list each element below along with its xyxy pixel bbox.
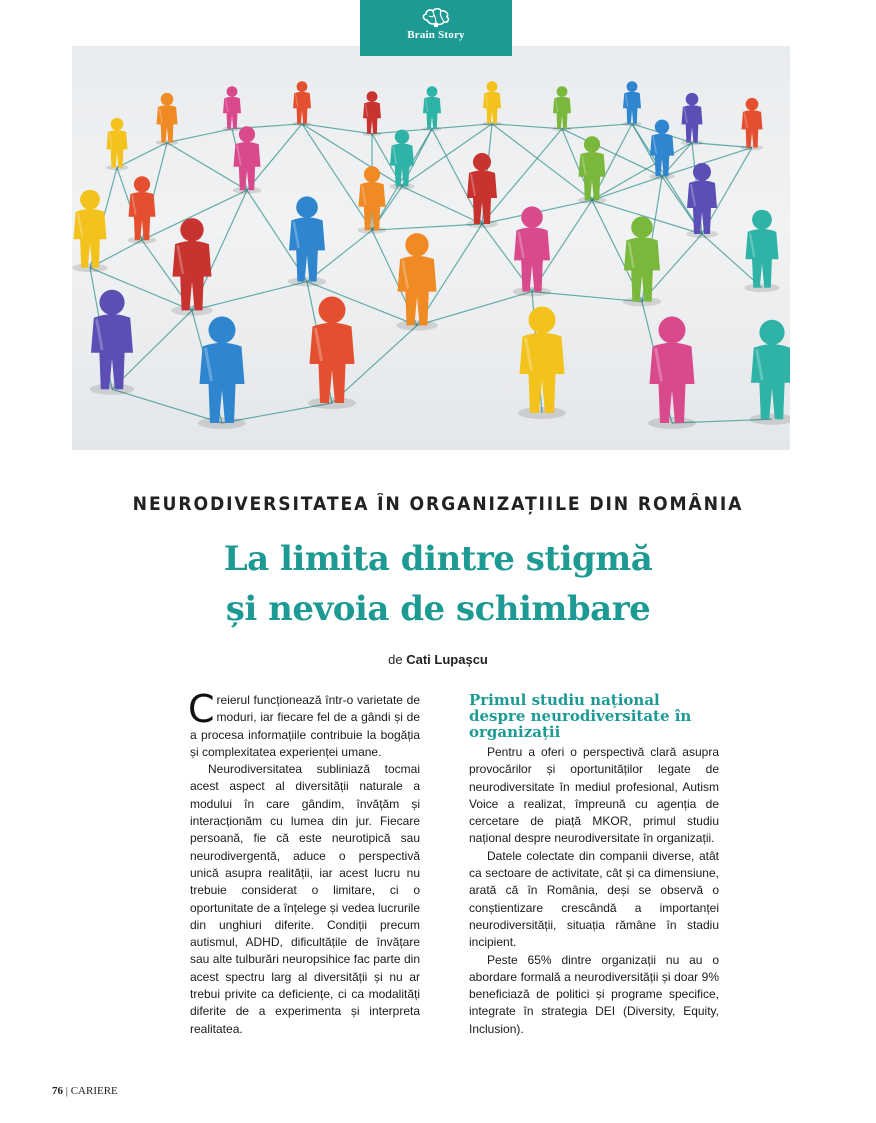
paragraph-study: Pentru a oferi o perspectivă clară asupra provocărilor și oportunităților legate de neurodiversitate în mediul profesional, Autism Voice a realizat, împreună cu agenția de cercetare de piață MKOR, primul studiu național despre neurodiversitate în organizații. bbox=[469, 745, 719, 846]
person-figure bbox=[741, 98, 763, 150]
person-figure bbox=[750, 320, 790, 425]
person-figure bbox=[362, 91, 381, 136]
person-figure bbox=[578, 136, 607, 204]
network-line bbox=[192, 282, 307, 311]
person-figure bbox=[292, 81, 311, 126]
network-line bbox=[562, 124, 632, 129]
article-column-right bbox=[469, 692, 719, 1038]
drop-cap: C bbox=[188, 687, 215, 731]
network-line bbox=[417, 292, 532, 326]
person-figure bbox=[156, 93, 178, 145]
person-figure bbox=[744, 210, 779, 293]
network-line bbox=[492, 124, 592, 200]
badge-label: Brain Story bbox=[407, 29, 465, 41]
person-figure bbox=[288, 196, 326, 286]
person-figure bbox=[222, 86, 241, 131]
person-figure bbox=[308, 297, 356, 410]
brain-icon bbox=[421, 8, 451, 28]
page-number: 76 bbox=[52, 1085, 63, 1097]
people-network-illustration bbox=[72, 46, 790, 450]
person-figure bbox=[482, 81, 501, 126]
network-line bbox=[372, 224, 482, 230]
page-footer bbox=[52, 1085, 118, 1097]
person-figure bbox=[622, 81, 641, 126]
byline-prefix: de bbox=[388, 652, 403, 667]
paragraph-stats: Peste 65% dintre organizații nu au o abordare formală a neurodiversității și doar 9% beneficiază de politici și programe specifice, integrate în strategia DEI (Diversity, Equity, Inclusion). bbox=[469, 952, 719, 1036]
section-badge bbox=[360, 0, 512, 56]
person-figure bbox=[171, 218, 213, 316]
title-line-2: și nevoia de schimbare bbox=[225, 589, 651, 629]
person-figure bbox=[518, 307, 566, 420]
paragraph-data: Datele colectate din companii diverse, atât ca sectoare de activitate, cât și ca dimensiune, arată că în România, deși se observă o conștientizare crescândă a importanței neurodiversității, situația rămâne în stadiu incipient. bbox=[469, 848, 719, 950]
intro-paragraph bbox=[188, 687, 420, 761]
intro-text: reierul funcționează într-o varietate de moduri, iar fiecare fel de a gândi și de a procesa informațiile contribuie la bogăția și complexitatea experienței umane. bbox=[190, 693, 420, 759]
person-figure bbox=[681, 93, 703, 145]
network-line bbox=[492, 124, 562, 129]
network-line bbox=[112, 389, 222, 423]
article-kicker: NEURODIVERSITATEA ÎN ORGANIZAȚIILE DIN ROMÂNIA bbox=[132, 494, 744, 515]
network-line bbox=[167, 129, 232, 143]
person-figure bbox=[198, 317, 246, 430]
person-figure bbox=[552, 86, 571, 131]
article-title bbox=[0, 534, 876, 634]
paragraph-neurodiversity: Neurodiversitatea subliniază tocmai acest aspect al diversității naturale a modului în care gândim, învățăm și interacționăm cu lumea din jur. Fiecare persoană, fie că este neurotipică sau neurodivergentă, aduce o perspectivă unică asupra realității, iar acest lucru nu trebuie considerat o limitare, ci o oportunitate de a înțelege și vedea lucrurile din unghiuri diferite. Condiții precum autismul, ADHD, dificultățile de învățare sau alte tulburări neuropsihice fac parte din acest spectru larg al diversității și nu ar trebui privite ca deficiențe, ci ca modalități diferite de a experimenta și interpreta realitatea. bbox=[190, 762, 420, 1036]
network-line bbox=[562, 129, 662, 177]
title-line-1: La limita dintre stigmă bbox=[223, 539, 653, 579]
person-figure bbox=[422, 86, 441, 131]
footer-separator: | bbox=[65, 1085, 68, 1097]
byline-author: Cati Lupașcu bbox=[406, 652, 488, 667]
person-figure bbox=[623, 216, 661, 306]
person-figure bbox=[686, 163, 718, 238]
person-figure bbox=[396, 233, 438, 331]
person-figure bbox=[513, 206, 551, 296]
hero-image-people-network bbox=[72, 46, 790, 450]
person-figure bbox=[128, 176, 157, 244]
footer-section: CARIERE bbox=[70, 1085, 118, 1097]
byline bbox=[0, 652, 876, 667]
person-figure bbox=[648, 317, 696, 430]
section-subhead: Primul studiu național despre neurodiversitate în organizații bbox=[469, 691, 692, 741]
person-figure bbox=[466, 153, 498, 228]
person-figure bbox=[106, 118, 128, 170]
network-line bbox=[302, 124, 372, 134]
article-column-left bbox=[188, 687, 420, 1038]
network-line bbox=[302, 124, 402, 187]
person-figure bbox=[72, 190, 107, 273]
